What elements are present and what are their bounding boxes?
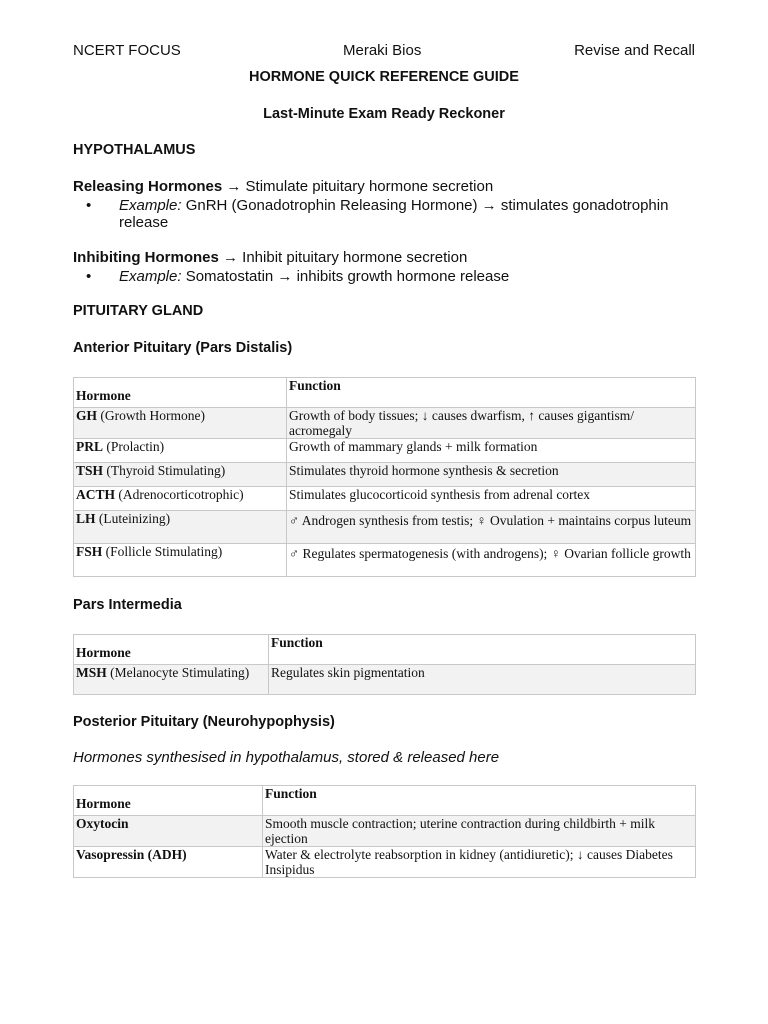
hormone-name: (Luteinizing) [95, 511, 171, 526]
table-header-row [74, 378, 696, 408]
inhibiting-label: Inhibiting Hormones [73, 249, 219, 266]
col-function-header: Function [263, 786, 696, 816]
hormone-cell [74, 511, 287, 544]
document-subtitle: Last-Minute Exam Ready Reckoner [263, 106, 505, 122]
table-row [74, 665, 696, 695]
hormone-cell [74, 816, 263, 847]
col-hormone-header: Hormone [74, 378, 287, 408]
hormone-cell [74, 847, 263, 878]
table-row [74, 487, 696, 511]
example-text: GnRH (Gonadotrophin Releasing Hormone) → stimulates gonadotrophin release [119, 197, 669, 231]
col-hormone-header: Hormone [74, 786, 263, 816]
col-hormone-header: Hormone [74, 635, 269, 665]
table-header-row [74, 786, 696, 816]
releasing-hormones-line [73, 178, 493, 195]
document-title: HORMONE QUICK REFERENCE GUIDE [249, 69, 519, 85]
table-row [74, 439, 696, 463]
function-cell: Water & electrolyte reabsorption in kidney (antidiuretic); ↓ causes Diabetes Insipidus [263, 847, 696, 878]
hormone-abbr: ACTH [76, 487, 116, 502]
col-function-header: Function [287, 378, 696, 408]
hormone-cell [74, 665, 269, 695]
hormone-cell [74, 487, 287, 511]
hormone-name: (Prolactin) [103, 439, 165, 454]
function-cell: Stimulates thyroid hormone synthesis & secretion [287, 463, 696, 487]
hormone-name: (Growth Hormone) [97, 408, 205, 423]
hormone-abbr: Vasopressin (ADH) [76, 847, 187, 862]
hormone-abbr: Oxytocin [76, 816, 129, 831]
function-cell: ♂ Regulates spermatogenesis (with androgens); ♀ Ovarian follicle growth [287, 544, 696, 577]
releasing-desc: → Stimulate pituitary hormone secretion [222, 178, 494, 195]
table-row [74, 408, 696, 439]
header-left: NCERT FOCUS [73, 42, 181, 59]
hormone-name: (Thyroid Stimulating) [103, 463, 226, 478]
releasing-label: Releasing Hormones [73, 178, 223, 195]
hormone-cell [74, 544, 287, 577]
header-right: Revise and Recall [574, 42, 695, 59]
releasing-example [119, 197, 695, 231]
example-label: Example: [119, 268, 182, 285]
intermedia-table [73, 634, 696, 695]
function-cell: Stimulates glucocorticoid synthesis from adrenal cortex [287, 487, 696, 511]
hormone-abbr: MSH [76, 665, 107, 680]
bullet-dot: • [86, 268, 92, 285]
example-label: Example: [119, 197, 182, 214]
header-center: Meraki Bios [343, 42, 422, 59]
table-row [74, 463, 696, 487]
function-cell: Growth of mammary glands + milk formation [287, 439, 696, 463]
function-cell: Smooth muscle contraction; uterine contraction during childbirth + milk ejection [263, 816, 696, 847]
function-cell: ♂ Androgen synthesis from testis; ♀ Ovulation + maintains corpus luteum [287, 511, 696, 544]
anterior-table [73, 377, 696, 577]
hormone-abbr: TSH [76, 463, 104, 478]
pituitary-heading: PITUITARY GLAND [73, 303, 204, 319]
hormone-abbr: FSH [76, 544, 103, 559]
hormone-name: (Melanocyte Stimulating) [106, 665, 250, 680]
bullet-dot: • [86, 197, 92, 214]
example-text: Somatostatin → inhibits growth hormone release [181, 268, 510, 285]
inhibiting-desc: → Inhibit pituitary hormone secretion [218, 249, 468, 266]
function-cell: Regulates skin pigmentation [269, 665, 696, 695]
inhibiting-hormones-line [73, 249, 467, 266]
hormone-name: (Follicle Stimulating) [102, 544, 223, 559]
table-header-row [74, 635, 696, 665]
inhibiting-example [119, 268, 695, 285]
table-row [74, 544, 696, 577]
hormone-cell [74, 463, 287, 487]
anterior-heading: Anterior Pituitary (Pars Distalis) [73, 340, 293, 356]
table-row [74, 511, 696, 544]
col-function-header: Function [269, 635, 696, 665]
hormone-abbr: GH [76, 408, 98, 423]
posterior-table [73, 785, 696, 878]
table-row [74, 847, 696, 878]
hormone-abbr: LH [76, 511, 96, 526]
hormone-cell [74, 408, 287, 439]
hormone-cell [74, 439, 287, 463]
hypothalamus-heading: HYPOTHALAMUS [73, 142, 196, 158]
table-row [74, 816, 696, 847]
posterior-heading: Posterior Pituitary (Neurohypophysis) [73, 714, 335, 730]
posterior-note: Hormones synthesised in hypothalamus, stored & released here [73, 749, 500, 766]
intermedia-heading: Pars Intermedia [73, 597, 182, 613]
hormone-name: (Adrenocorticotrophic) [115, 487, 244, 502]
hormone-abbr: PRL [76, 439, 103, 454]
function-cell: Growth of body tissues; ↓ causes dwarfism, ↑ causes gigantism/ acromegaly [287, 408, 696, 439]
